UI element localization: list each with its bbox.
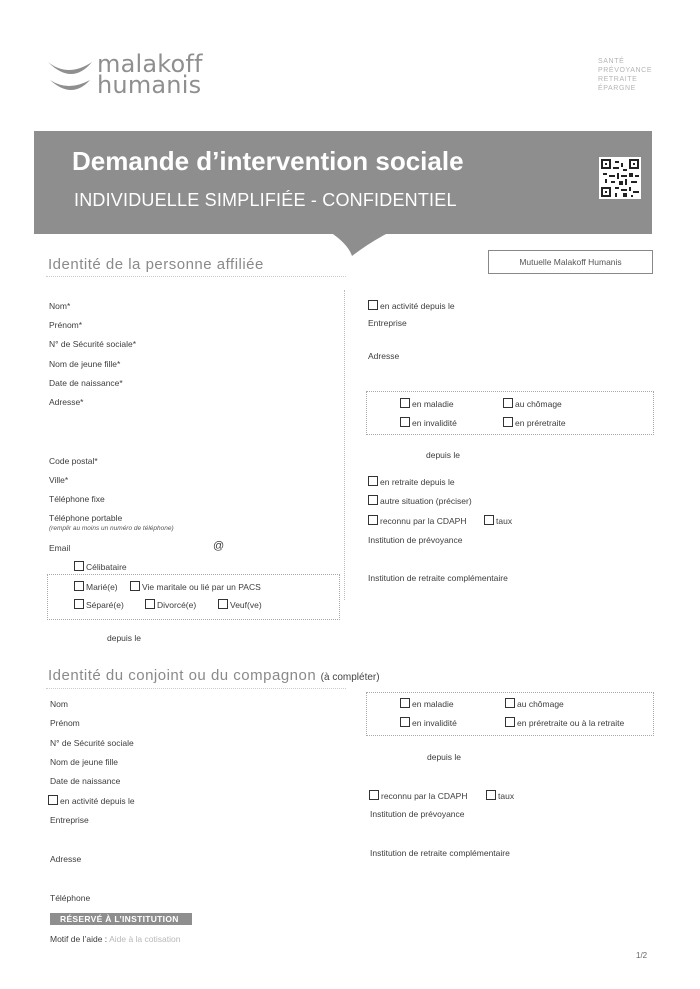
label-conjoint-nom-jeune-fille: Nom de jeune fille [50,757,119,767]
label-depuis-marital: depuis le [107,633,142,643]
conjoint-maladie-label: en maladie [412,699,454,709]
brand-tags [598,57,652,93]
checkbox-icon[interactable] [400,398,410,408]
tag-prevoyance: PRÉVOYANCE [598,67,653,74]
checkbox-icon[interactable] [130,581,140,591]
label-conjoint-naissance: Date de naissance [50,776,121,786]
en-activite-label: en activité depuis le [380,301,455,311]
label-naissance: Date de naissance* [49,378,123,388]
tag-sante: SANTÉ [598,58,625,65]
label-adresse: Adresse* [49,397,84,407]
motif-label: Motif de l’aide : [50,934,108,944]
page-subtitle: INDIVIDUELLE SIMPLIFIÉE - CONFIDENTIEL [74,190,457,210]
chomage-label: au chômage [515,399,562,409]
tag-retraite: RETRAITE [598,76,638,83]
taux-label: taux [496,516,513,526]
logo [46,50,216,99]
marie-label: Marié(e) [86,582,118,592]
conjoint-chomage-label: au chômage [517,699,564,709]
checkbox-icon[interactable] [503,417,513,427]
label-prenom: Prénom* [49,320,83,330]
checkbox-icon[interactable] [74,599,84,609]
label-conjoint-prenom: Prénom [50,718,80,728]
tag-epargne: ÉPARGNE [598,85,636,92]
maladie-label: en maladie [412,399,454,409]
reserve-institution-banner: RÉSERVÉ À L’INSTITUTION [50,913,192,925]
checkbox-icon[interactable] [400,698,410,708]
label-conjoint-adresse: Adresse [50,854,82,864]
option-separe[interactable] [74,599,124,611]
label-nom: Nom* [49,301,71,311]
option-conjoint-chomage[interactable] [505,698,564,710]
motif-value: Aide à la cotisation [109,934,181,944]
label-email: Email [49,543,71,553]
email-at-sign: @ [213,540,225,552]
option-conjoint-preretraite[interactable] [505,717,624,729]
checkbox-icon[interactable] [503,398,513,408]
qr-code-icon [599,157,641,199]
option-en-activite[interactable] [368,300,455,312]
checkbox-icon[interactable] [368,300,378,310]
conjoint-invalidite-label: en invalidité [412,718,457,728]
section-conjoint-header [48,667,380,685]
section-conjoint-title: Identité du conjoint ou du compagnon [48,667,317,684]
invalidite-label: en invalidité [412,418,457,428]
checkbox-icon[interactable] [218,599,228,609]
section-conjoint-note: (à compléter) [320,672,380,683]
conjoint-taux-label: taux [498,791,515,801]
option-pacs[interactable] [130,581,261,593]
checkbox-icon[interactable] [486,790,496,800]
checkbox-icon[interactable] [400,417,410,427]
checkbox-icon[interactable] [505,717,515,727]
preretraite-label: en préretraite [515,418,566,428]
checkbox-icon[interactable] [400,717,410,727]
checkbox-icon[interactable] [368,515,378,525]
separe-label: Séparé(e) [86,600,124,610]
celibataire-label: Célibataire [86,562,127,572]
checkbox-icon[interactable] [368,476,378,486]
option-retraite[interactable] [368,476,455,488]
conjoint-activite-label: en activité depuis le [60,796,135,806]
logo-swoosh-icon [46,56,94,96]
option-conjoint-invalidite[interactable] [400,717,457,729]
label-conjoint-nom: Nom [50,699,68,709]
conjoint-cdaph-label: reconnu par la CDAPH [381,791,468,801]
label-code-postal: Code postal* [49,456,98,466]
tel-note: (remplir au moins un numéro de téléphone) [49,525,174,532]
veuf-label: Veuf(ve) [230,600,262,610]
option-conjoint-maladie[interactable] [400,698,454,710]
label-conjoint-entreprise: Entreprise [50,815,89,825]
label-depuis-situation: depuis le [426,450,461,460]
page-number: 1/2 [636,951,648,960]
option-autre-situation[interactable] [368,495,472,507]
logo-line1: malakoff [97,50,203,78]
option-marie[interactable] [74,581,118,593]
label-tel-portable: Téléphone portable [49,513,123,523]
checkbox-icon[interactable] [505,698,515,708]
option-preretraite[interactable] [503,417,566,429]
pacs-label: Vie maritale ou lié par un PACS [142,582,261,592]
retraite-label: en retraite depuis le [380,477,455,487]
page-title: Demande d’intervention sociale [72,146,464,176]
section-affiliate-title: Identité de la personne affiliée [48,256,264,273]
label-secu: N° de Sécurité sociale* [49,339,137,349]
label-conjoint-depuis: depuis le [427,752,462,762]
mutuelle-box: Mutuelle Malakoff Humanis [488,250,653,274]
label-conjoint-prevoyance: Institution de prévoyance [370,809,465,819]
option-conjoint-activite[interactable] [48,795,135,807]
section-divider [46,688,346,689]
option-veuf[interactable] [218,599,262,611]
checkbox-icon[interactable] [368,495,378,505]
autre-label: autre situation (préciser) [380,496,472,506]
label-conjoint-secu: N° de Sécurité sociale [50,738,134,748]
label-ville: Ville* [49,475,69,485]
option-chomage[interactable] [503,398,562,410]
label-nom-jeune-fille: Nom de jeune fille* [49,359,121,369]
motif-line [50,934,180,945]
checkbox-icon[interactable] [145,599,155,609]
option-cdaph[interactable] [368,515,466,527]
section-divider [46,276,346,277]
checkbox-icon[interactable] [74,561,84,571]
logo-line2: humanis [97,71,202,99]
label-prevoyance: Institution de prévoyance [368,535,463,545]
conjoint-preretraite-label: en préretraite ou à la retraite [517,718,625,728]
column-divider [344,290,345,600]
option-maladie[interactable] [400,398,454,410]
banner-speech-tail-icon [330,232,390,258]
label-adresse-entreprise: Adresse [368,351,400,361]
cdaph-label: reconnu par la CDAPH [380,516,467,526]
label-retraite-complementaire: Institution de retraite complémentaire [368,573,508,583]
divorce-label: Divorcé(e) [157,600,197,610]
option-celibataire[interactable] [74,561,127,573]
label-entreprise: Entreprise [368,318,407,328]
label-conjoint-retraite-complementaire: Institution de retraite complémentaire [370,848,510,858]
label-tel-fixe: Téléphone fixe [49,494,105,504]
checkbox-icon[interactable] [48,795,58,805]
checkbox-icon[interactable] [484,515,494,525]
checkbox-icon[interactable] [369,790,379,800]
option-taux[interactable] [484,515,512,527]
option-conjoint-taux[interactable] [486,790,514,802]
label-conjoint-telephone: Téléphone [50,893,91,903]
option-invalidite[interactable] [400,417,457,429]
option-conjoint-cdaph[interactable] [369,790,467,802]
checkbox-icon[interactable] [74,581,84,591]
option-divorce[interactable] [145,599,196,611]
